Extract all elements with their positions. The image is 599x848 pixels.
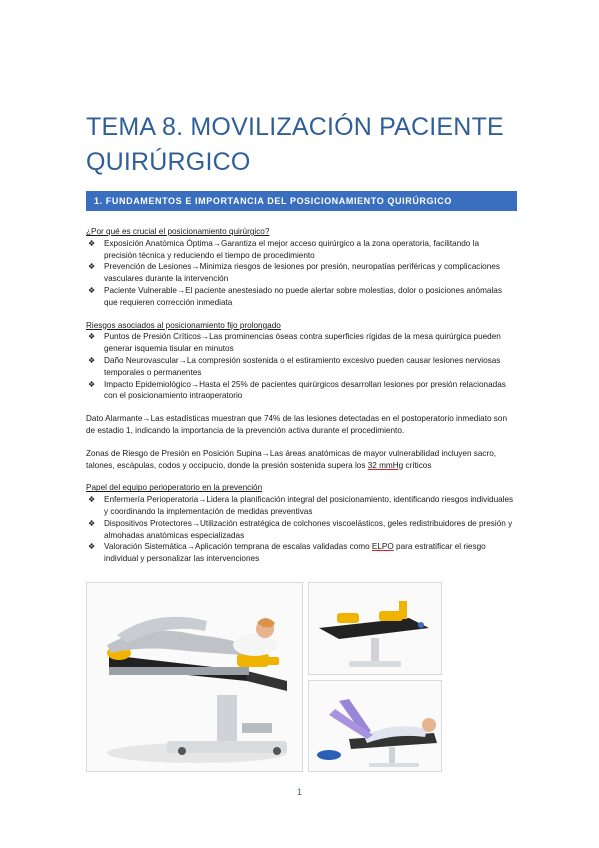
diamond-bullet-icon: ❖	[88, 495, 96, 505]
diamond-bullet-icon: ❖	[88, 332, 96, 342]
heading-risks: Riesgos asociados al posicionamiento fijo prolongado	[86, 320, 281, 330]
diamond-bullet-icon: ❖	[88, 542, 96, 552]
list-team	[86, 494, 514, 565]
diamond-bullet-icon: ❖	[88, 379, 96, 389]
list-item: ❖ Paciente Vulnerable→El paciente anestesiado no puede alertar sobre molestias, dolor o posiciones anómalas que requieren corrección inmediata	[88, 285, 502, 307]
page-title: TEMA 8. MOVILIZACIÓN PACIENTE QUIRÚRGICO	[86, 113, 504, 176]
table-accessories-illustration	[309, 583, 441, 674]
list-item: ❖ Dispositivos Protectores→Utilización estratégica de colchones viscoelásticos, geles redistribuidores de presión y almohadas anatómicas especializadas	[88, 518, 513, 540]
diamond-bullet-icon: ❖	[88, 238, 96, 248]
list-item: ❖ Prevención de Lesiones→Minimiza riesgos de lesiones por presión, neuropatías periféricas y complicaciones vasculares durante la intervención	[88, 262, 500, 284]
page-number: 1	[296, 787, 302, 797]
list-item: ❖ Puntos de Presión Críticos→Las prominencias óseas contra superficies rígidas de la mesa quirúrgica pueden generar isquemia tisular en minutos	[88, 332, 501, 354]
zones-paragraph: Zonas de Riesgo de Presión en Posición Supina→Las áreas anatómicas de mayor vulnerabilidad incluyen sacro, talones, escápulas, codos y occipucio, donde la presión sostenida supera los 32 mmHg críticos	[86, 448, 497, 470]
list-item: ❖ Exposición Anatómica Óptima→Garantiza el mejor acceso quirúrgico a la zona operatoria, facilitando la precisión técnica y reduciendo el tiempo de procedimiento	[88, 238, 479, 260]
diamond-bullet-icon: ❖	[88, 285, 96, 295]
figures-area	[86, 582, 441, 772]
list-why	[86, 238, 514, 309]
heading-why: ¿Por qué es crucial el posicionamiento quirúrgico?	[86, 227, 270, 236]
list-item: ❖ Impacto Epidemiológico→Hasta el 25% de pacientes quirúrgicos desarrollan lesiones por presión relacionadas con el posicionamiento intraoperatorio	[88, 379, 506, 401]
diamond-bullet-icon: ❖	[88, 518, 96, 528]
section-header-bar: 1. FUNDAMENTOS E IMPORTANCIA DEL POSICIONAMIENTO QUIRÚRGICO	[86, 191, 517, 211]
pressure-value: 32 mmHg	[367, 460, 404, 470]
list-item: ❖ Enfermería Perioperatoria→Lidera la planificación integral del posicionamiento, identificando riesgos individuales y coordinando la implementación de medidas preventivas	[88, 495, 514, 516]
diamond-bullet-icon: ❖	[88, 262, 96, 272]
list-item: ❖ Daño Neurovascular→La compresión sostenida o el estiramiento excesivo pueden causar lesiones nerviosas temporales o permanentes	[88, 355, 501, 377]
diamond-bullet-icon: ❖	[88, 355, 96, 365]
list-item: ❖ Valoración Sistemática→Aplicación temprana de escalas validadas como ELPO para estratificar el riesgo individual y personalizar las intervenciones	[88, 542, 486, 564]
lithotomy-position-image	[308, 680, 442, 772]
surgical-table-patient-image	[86, 582, 303, 772]
surgical-table-patient-illustration	[87, 583, 302, 771]
table-accessories-image	[308, 582, 442, 675]
alarm-paragraph: Dato Alarmante→Las estadísticas muestran que 74% de las lesiones detectadas en el postoperatorio inmediato son de estadio 1, indicando la importancia de la prevención activa durante el procedimiento.	[86, 414, 507, 435]
list-risks	[86, 331, 514, 402]
elpo-term: ELPO	[371, 542, 394, 552]
content-body	[86, 226, 514, 565]
heading-team: Papel del equipo perioperatorio en la prevención	[86, 483, 263, 493]
lithotomy-position-illustration	[309, 681, 441, 771]
